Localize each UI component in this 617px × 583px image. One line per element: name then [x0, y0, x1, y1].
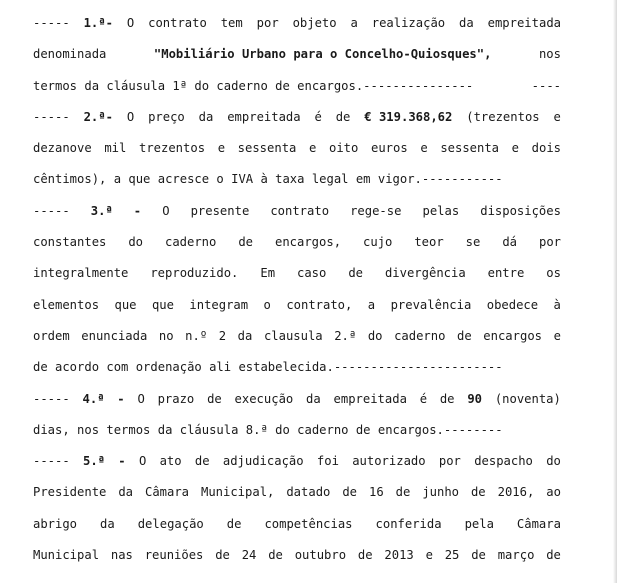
- word: -----: [33, 391, 70, 406]
- word: contrato: [148, 16, 207, 30]
- word: 2.ª: [334, 328, 357, 343]
- word: disposições: [480, 203, 561, 218]
- word: e: [420, 141, 428, 156]
- word: 2: [218, 328, 227, 343]
- word: -: [117, 391, 125, 406]
- word: Câmara: [516, 516, 561, 531]
- word: março: [497, 548, 535, 563]
- word: de acordo com ordenação ali estabelecida.-----------------------: [33, 360, 503, 375]
- word: de: [342, 485, 358, 500]
- word: cujo: [363, 235, 393, 250]
- word: prazo: [157, 391, 195, 406]
- word: é: [419, 391, 428, 406]
- word: prevalência: [390, 297, 472, 312]
- word: realização: [371, 16, 446, 30]
- word: que: [151, 297, 174, 312]
- word: abrigo: [33, 516, 78, 531]
- word: de: [207, 391, 222, 406]
- word: presente: [190, 203, 250, 218]
- text-line: [33, 415, 561, 446]
- word: pelas: [422, 203, 460, 218]
- word: por: [538, 235, 561, 250]
- word: dias, nos termos da cláusula 8.ª do caderno de encargos.--------: [33, 422, 503, 437]
- word: de: [226, 516, 242, 531]
- word: "Mobiliário Urbano para o Concelho-Quiosques",: [153, 47, 492, 62]
- word: é: [314, 109, 322, 124]
- word: outubro: [294, 548, 347, 563]
- word: -: [133, 203, 142, 218]
- word: de: [471, 548, 486, 563]
- word: de: [268, 548, 283, 563]
- page-edge: [613, 0, 617, 583]
- word: sessenta: [440, 141, 500, 156]
- word: -----: [33, 16, 70, 30]
- text-line: [33, 227, 561, 258]
- word: e: [425, 548, 433, 563]
- word: nas: [110, 548, 133, 563]
- word: constantes: [33, 235, 107, 250]
- word: pela: [464, 516, 494, 531]
- word: empreitada: [227, 109, 301, 124]
- word: de: [194, 454, 210, 469]
- word: termos da cláusula 1ª do caderno de encargos.---------------: [33, 78, 474, 93]
- word: da: [459, 16, 474, 30]
- word: autorizado: [352, 454, 426, 469]
- word: caso: [297, 266, 327, 281]
- word: caderno: [165, 235, 217, 250]
- word: de: [439, 391, 455, 406]
- text-line: [33, 8, 561, 39]
- word: do: [128, 235, 144, 250]
- word: de: [348, 266, 363, 281]
- word: ato: [159, 454, 182, 469]
- word: de: [457, 328, 472, 343]
- text-line: [33, 509, 561, 540]
- word: 16: [369, 485, 384, 500]
- word: e: [511, 141, 519, 156]
- word: teor: [414, 235, 444, 250]
- word: O: [137, 391, 145, 406]
- text-line: [33, 102, 561, 133]
- word: trezentos: [139, 141, 206, 156]
- word: preço: [148, 109, 185, 124]
- word: entre: [487, 266, 525, 281]
- text-line: [33, 540, 561, 571]
- text-line: [33, 352, 561, 383]
- word: da: [100, 516, 115, 531]
- word: denominada: [33, 47, 107, 62]
- word: encargos,: [275, 235, 342, 250]
- word: divergência: [384, 266, 466, 281]
- word: de: [546, 548, 561, 563]
- word: de: [470, 485, 486, 500]
- word: n.º: [185, 328, 208, 343]
- word: da: [237, 328, 253, 343]
- word: nos: [538, 47, 561, 62]
- word: reuniões: [144, 548, 204, 563]
- word: à: [553, 297, 561, 312]
- word: empreitada: [487, 16, 561, 30]
- word: -----: [33, 109, 70, 124]
- word: no: [158, 328, 174, 343]
- word: enunciada: [81, 328, 148, 343]
- word: clausula: [263, 328, 323, 343]
- contract-text: [33, 8, 561, 571]
- word: e: [553, 328, 561, 343]
- word: por: [256, 16, 279, 30]
- word: do: [367, 328, 383, 343]
- word: integralmente: [33, 266, 129, 281]
- word: Câmara: [145, 485, 190, 500]
- word: os: [546, 266, 561, 281]
- word: 2016,: [497, 485, 535, 500]
- text-line: [33, 133, 561, 164]
- word: elementos: [33, 297, 100, 312]
- word: 1.ª-: [83, 16, 113, 30]
- text-line: [33, 258, 561, 289]
- word: de: [335, 109, 351, 124]
- word: conferida: [375, 516, 442, 531]
- word: objeto: [292, 16, 337, 30]
- word: 5.ª: [82, 454, 105, 469]
- word: de: [215, 548, 230, 563]
- word: 24: [241, 548, 257, 563]
- word: de: [238, 235, 254, 250]
- word: empreitada: [333, 391, 407, 406]
- text-line: [33, 446, 561, 477]
- word: dá: [502, 235, 518, 250]
- word: integram: [189, 297, 249, 312]
- word: ao: [546, 485, 561, 500]
- word: -----: [33, 203, 70, 218]
- word: 2013: [384, 548, 414, 563]
- word: reproduzido.: [150, 266, 239, 281]
- word: tem: [220, 16, 243, 30]
- word: Presidente: [33, 485, 107, 500]
- word: competências: [264, 516, 353, 531]
- word: execução: [234, 391, 294, 406]
- word: delegação: [137, 516, 204, 531]
- word: rege-se: [350, 203, 402, 218]
- word: se: [465, 235, 481, 250]
- text-line: [33, 290, 561, 321]
- word: Municipal: [33, 548, 100, 563]
- word: e: [553, 109, 561, 124]
- word: dezanove: [33, 141, 92, 156]
- word: oito: [329, 141, 359, 156]
- word: -----: [33, 454, 70, 469]
- word: de: [357, 548, 373, 563]
- word: e: [217, 141, 226, 156]
- word: 3.ª: [90, 203, 113, 218]
- word: a: [350, 16, 358, 30]
- word: -: [118, 454, 126, 469]
- word: ordem: [33, 328, 70, 343]
- word: O: [126, 16, 135, 30]
- word: 90: [467, 391, 483, 406]
- word: cêntimos), a que acresce o IVA à taxa legal em vigor.-----------: [33, 172, 503, 187]
- word: obedece: [486, 297, 539, 312]
- word: da: [306, 391, 321, 406]
- word: datado: [286, 485, 331, 500]
- word: de: [395, 485, 411, 500]
- word: contrato: [270, 203, 330, 218]
- word: adjudicação: [222, 454, 304, 469]
- word: (noventa): [494, 391, 561, 406]
- word: caderno: [394, 328, 446, 343]
- word: (trezentos: [466, 109, 540, 124]
- word: despacho: [474, 454, 533, 469]
- text-line: [33, 384, 561, 415]
- word: sessenta: [237, 141, 297, 156]
- word: por: [438, 454, 461, 469]
- word: 2.ª-: [83, 109, 113, 124]
- word: 4.ª: [82, 391, 105, 406]
- text-line: [33, 164, 561, 195]
- word: e: [309, 141, 317, 156]
- text-line: [33, 321, 561, 352]
- text-line: [33, 196, 561, 227]
- word: foi: [316, 454, 339, 469]
- word: do: [546, 454, 561, 469]
- word: O: [126, 109, 135, 124]
- word: da: [198, 109, 214, 124]
- word: dois: [531, 141, 561, 156]
- text-line: [33, 39, 561, 70]
- word: ----: [531, 78, 561, 93]
- word: que: [114, 297, 137, 312]
- word: Em: [260, 266, 276, 281]
- word: a: [367, 297, 376, 312]
- word: contrato,: [286, 297, 353, 312]
- word: junho: [422, 485, 459, 500]
- word: O: [138, 454, 147, 469]
- word: O: [162, 203, 170, 218]
- text-line: [33, 477, 561, 508]
- word: mil: [104, 141, 127, 156]
- word: o: [263, 297, 271, 312]
- word: € 319.368,62: [364, 109, 453, 124]
- word: 25: [444, 548, 460, 563]
- text-line: [33, 71, 561, 102]
- word: encargos: [483, 328, 542, 343]
- word: Municipal,: [201, 485, 275, 500]
- word: da: [118, 485, 134, 500]
- word: euros: [371, 141, 408, 156]
